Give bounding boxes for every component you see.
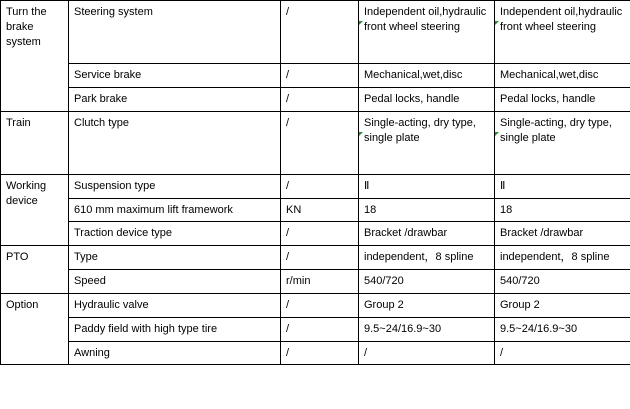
value-line-1: Single-acting, dry type, — [500, 116, 612, 129]
value-line-2: single plate — [364, 131, 489, 146]
value-line-1: Single-acting, dry type, — [364, 116, 476, 129]
item-cell: Speed — [69, 270, 281, 294]
group-cell-option: Option — [1, 293, 69, 365]
table-row — [1, 198, 630, 222]
value-a-cell: independent，8 spline — [359, 246, 495, 270]
unit-cell: / — [281, 174, 359, 198]
value-b-cell: Mechanical,wet,disc — [495, 64, 630, 88]
unit-cell: / — [281, 341, 359, 365]
value-a-cell: Pedal locks, handle — [359, 87, 495, 111]
table-row — [1, 317, 630, 341]
group-cell-pto: PTO — [1, 246, 69, 294]
value-b-cell: / — [495, 341, 630, 365]
value-line-1: Independent oil,hydraulic — [364, 6, 487, 18]
unit-cell: / — [281, 293, 359, 317]
group-cell-working-device: Working device — [1, 174, 69, 246]
table-row — [1, 64, 630, 88]
value-a-cell: / — [359, 341, 495, 365]
item-cell: Park brake — [69, 87, 281, 111]
value-a-cell: Mechanical,wet,disc — [359, 64, 495, 88]
group-cell-train: Train — [1, 111, 69, 174]
value-b-cell: 540/720 — [495, 270, 630, 294]
value-a-cell: 9.5~24/16.9~30 — [359, 317, 495, 341]
table-body — [1, 1, 630, 365]
value-b-cell: 9.5~24/16.9~30 — [495, 317, 630, 341]
item-cell: Type — [69, 246, 281, 270]
value-b-cell — [495, 1, 630, 64]
unit-cell: / — [281, 111, 359, 174]
unit-cell: / — [281, 317, 359, 341]
unit-cell: / — [281, 222, 359, 246]
group-cell-brake: Turn the brake system — [1, 1, 69, 112]
value-b-cell: independent，8 spline — [495, 246, 630, 270]
table-row — [1, 293, 630, 317]
table-row — [1, 174, 630, 198]
item-cell: Clutch type — [69, 111, 281, 174]
value-b-cell: Group 2 — [495, 293, 630, 317]
value-b-cell: 18 — [495, 198, 630, 222]
unit-cell: / — [281, 1, 359, 64]
item-cell: Hydraulic valve — [69, 293, 281, 317]
table-row — [1, 222, 630, 246]
item-cell: Traction device type — [69, 222, 281, 246]
value-line-1: Independent oil,hydraulic — [500, 6, 623, 18]
value-b-cell: Ⅱ — [495, 174, 630, 198]
value-a-cell — [359, 111, 495, 174]
item-cell: Awning — [69, 341, 281, 365]
unit-cell: KN — [281, 198, 359, 222]
value-a-cell — [359, 1, 495, 64]
value-a-cell: Ⅱ — [359, 174, 495, 198]
value-a-cell: 540/720 — [359, 270, 495, 294]
item-cell: Steering system — [69, 1, 281, 64]
item-cell: Paddy field with high type tire — [69, 317, 281, 341]
table-row — [1, 246, 630, 270]
table-row — [1, 341, 630, 365]
value-b-cell: Bracket /drawbar — [495, 222, 630, 246]
item-cell: Service brake — [69, 64, 281, 88]
unit-cell: / — [281, 246, 359, 270]
unit-cell: / — [281, 64, 359, 88]
unit-cell: / — [281, 87, 359, 111]
unit-cell: r/min — [281, 270, 359, 294]
value-a-cell: Group 2 — [359, 293, 495, 317]
value-line-2: front wheel steering — [364, 20, 489, 35]
value-a-cell: Bracket /drawbar — [359, 222, 495, 246]
table-row — [1, 1, 630, 64]
value-line-2: front wheel steering — [500, 20, 625, 35]
item-cell: 610 mm maximum lift framework — [69, 198, 281, 222]
table-row — [1, 111, 630, 174]
value-b-cell — [495, 111, 630, 174]
table-row — [1, 87, 630, 111]
value-line-2: single plate — [500, 131, 625, 146]
value-b-cell: Pedal locks, handle — [495, 87, 630, 111]
value-a-cell: 18 — [359, 198, 495, 222]
item-cell: Suspension type — [69, 174, 281, 198]
table-row — [1, 270, 630, 294]
